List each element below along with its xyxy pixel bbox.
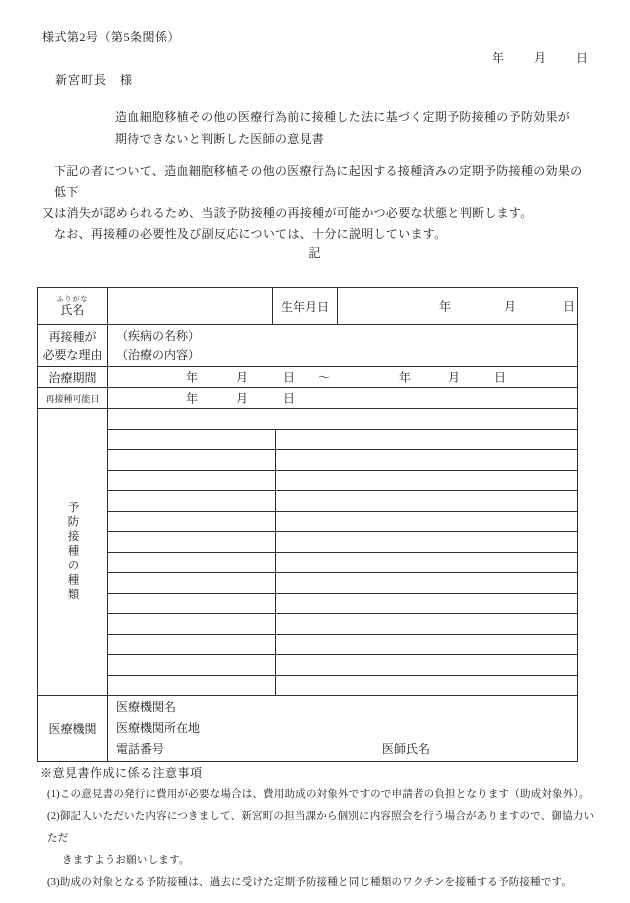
issue-date-day-label: 日 bbox=[575, 51, 588, 65]
treat-month2-label: 月 bbox=[448, 370, 461, 385]
vaccine-row bbox=[108, 635, 577, 655]
reason-label-line1: 再接種が bbox=[48, 329, 97, 344]
treatment-period-input-cell[interactable] bbox=[108, 367, 577, 387]
vaccine-name-input-cell[interactable] bbox=[108, 512, 276, 531]
vaccine-top-input-cell[interactable] bbox=[108, 409, 577, 430]
treat-year1-label: 年 bbox=[186, 370, 199, 385]
reason-row bbox=[38, 325, 577, 367]
note-2-line1: (2)御記入いただいた内容につきまして、新宮町の担当課から個別に内容照会を行う場合がありますので、御協力いただ bbox=[47, 811, 595, 844]
institution-input-cell[interactable] bbox=[108, 696, 577, 761]
vaccine-name-input-cell[interactable] bbox=[108, 471, 276, 490]
treat-tilde: ～ bbox=[318, 370, 331, 385]
vaccine-type-label: 予防接種の種類 bbox=[66, 501, 79, 603]
reason-label-line2: 必要な理由 bbox=[42, 347, 103, 362]
note-2-line2: きますようお願いします。 bbox=[62, 855, 190, 866]
vaccine-row bbox=[108, 655, 577, 675]
treat-day2-label: 日 bbox=[494, 370, 507, 385]
birth-date-label: 生年月日 bbox=[273, 288, 338, 324]
vaccine-detail-input-cell[interactable] bbox=[276, 512, 577, 531]
vaccine-detail-input-cell[interactable] bbox=[276, 450, 577, 469]
note-1: (1)この意見書の発行に費用が必要な場合は、費用助成の対象外ですので申請者の負担となります（助成対象外）。 bbox=[47, 789, 590, 800]
vaccine-name-input-cell[interactable] bbox=[108, 532, 276, 551]
vaccine-detail-input-cell[interactable] bbox=[276, 635, 577, 654]
vaccine-row bbox=[108, 532, 577, 552]
possible-year-label: 年 bbox=[186, 391, 199, 406]
name-label-cell bbox=[38, 288, 108, 324]
revaccination-date-row bbox=[38, 388, 577, 409]
document-title-line2: 期待できないと判断した医師の意見書 bbox=[115, 132, 325, 146]
vaccine-name-input-cell[interactable] bbox=[108, 553, 276, 572]
doctor-name-label: 医師氏名 bbox=[382, 742, 431, 756]
name-row bbox=[38, 288, 577, 325]
notes-header: ※意見書作成に係る注意事項 bbox=[40, 766, 203, 780]
vaccine-row bbox=[108, 491, 577, 511]
revaccination-date-label: 再接種可能日 bbox=[38, 388, 108, 408]
opinion-form-table bbox=[37, 287, 578, 762]
vaccine-row bbox=[108, 573, 577, 593]
record-marker: 記 bbox=[308, 246, 322, 260]
vaccine-name-input-cell[interactable] bbox=[108, 491, 276, 510]
birth-day-label: 日 bbox=[563, 299, 576, 314]
vaccine-detail-input-cell[interactable] bbox=[276, 594, 577, 613]
treatment-period-row bbox=[38, 367, 577, 388]
possible-day-label: 日 bbox=[283, 391, 296, 406]
birth-month-label: 月 bbox=[504, 299, 517, 314]
institution-address-label: 医療機関所在地 bbox=[116, 721, 201, 735]
vaccine-row bbox=[108, 594, 577, 614]
reason-input-cell[interactable] bbox=[108, 325, 577, 366]
vaccine-name-input-cell[interactable] bbox=[108, 594, 276, 613]
possible-month-label: 月 bbox=[236, 391, 249, 406]
treat-year2-label: 年 bbox=[399, 370, 412, 385]
note-3: (3)助成の対象となる予防接種は、過去に受けた定期予防接種と同じ種類のワクチンを接種する予防接種です。 bbox=[47, 877, 573, 888]
treat-month1-label: 月 bbox=[236, 370, 249, 385]
birth-date-input-cell[interactable] bbox=[338, 288, 577, 324]
vaccine-detail-input-cell[interactable] bbox=[276, 491, 577, 510]
addressee: 新宮町長 様 bbox=[55, 73, 134, 87]
vaccine-rows-container bbox=[108, 430, 577, 695]
vaccine-row bbox=[108, 676, 577, 695]
vaccine-detail-input-cell[interactable] bbox=[276, 553, 577, 572]
vaccine-name-input-cell[interactable] bbox=[108, 655, 276, 674]
issue-date-month-label: 月 bbox=[533, 51, 546, 65]
birth-year-label: 年 bbox=[439, 299, 452, 314]
institution-label: 医療機関 bbox=[38, 696, 108, 761]
furigana-label: ふりがな bbox=[56, 295, 89, 303]
vaccine-detail-input-cell[interactable] bbox=[276, 655, 577, 674]
document-title bbox=[115, 106, 570, 150]
institution-name-label: 医療機関名 bbox=[116, 700, 177, 714]
vaccine-detail-input-cell[interactable] bbox=[276, 676, 577, 695]
vaccine-name-input-cell[interactable] bbox=[108, 614, 276, 633]
revaccination-date-input-cell[interactable] bbox=[108, 388, 577, 408]
issue-date-line bbox=[492, 49, 588, 66]
vaccine-row bbox=[108, 430, 577, 450]
name-label: 氏名 bbox=[60, 303, 85, 317]
vaccine-type-grid bbox=[108, 409, 577, 695]
vaccine-type-section bbox=[38, 409, 577, 696]
vaccine-detail-input-cell[interactable] bbox=[276, 430, 577, 449]
vaccine-name-input-cell[interactable] bbox=[108, 676, 276, 695]
vaccine-detail-input-cell[interactable] bbox=[276, 573, 577, 592]
vaccine-detail-input-cell[interactable] bbox=[276, 614, 577, 633]
vaccine-row bbox=[108, 614, 577, 634]
vaccine-row bbox=[108, 450, 577, 470]
statement-line3: なお、再接種の必要性及び副反応については、十分に説明しています。 bbox=[54, 227, 447, 241]
treatment-period-label: 治療期間 bbox=[38, 367, 108, 387]
statement-line2: 又は消失が認められるため、当該予防接種の再接種が可能かつ必要な状態と判断します。 bbox=[42, 206, 533, 220]
name-input-cell[interactable] bbox=[108, 288, 273, 324]
vaccine-name-input-cell[interactable] bbox=[108, 430, 276, 449]
disease-name-label: （疾病の名称） bbox=[116, 328, 201, 343]
vaccine-name-input-cell[interactable] bbox=[108, 450, 276, 469]
issue-date-year-label: 年 bbox=[491, 51, 504, 65]
reason-label-cell bbox=[38, 325, 108, 366]
notes-section bbox=[40, 762, 600, 894]
vaccine-row bbox=[108, 471, 577, 491]
treat-day1-label: 日 bbox=[283, 370, 296, 385]
vaccine-name-input-cell[interactable] bbox=[108, 573, 276, 592]
vaccine-name-input-cell[interactable] bbox=[108, 635, 276, 654]
institution-row bbox=[38, 696, 577, 761]
treatment-content-label: （治療の内容） bbox=[116, 347, 201, 362]
vaccine-detail-input-cell[interactable] bbox=[276, 532, 577, 551]
vaccine-detail-input-cell[interactable] bbox=[276, 471, 577, 490]
phone-number-label: 電話番号 bbox=[116, 742, 165, 756]
statement-line1: 下記の者について、造血細胞移植その他の医療行為に起因する接種済みの定期予防接種の効果の低下 bbox=[54, 164, 583, 199]
document-title-line1: 造血細胞移植その他の医療行為前に接種した法に基づく定期予防接種の予防効果が bbox=[115, 110, 571, 124]
vaccine-row bbox=[108, 512, 577, 532]
vaccine-row bbox=[108, 553, 577, 573]
statement-paragraph bbox=[42, 161, 587, 245]
vaccine-type-label-cell bbox=[38, 409, 108, 695]
form-number: 様式第2号（第5条関係） bbox=[42, 30, 181, 44]
